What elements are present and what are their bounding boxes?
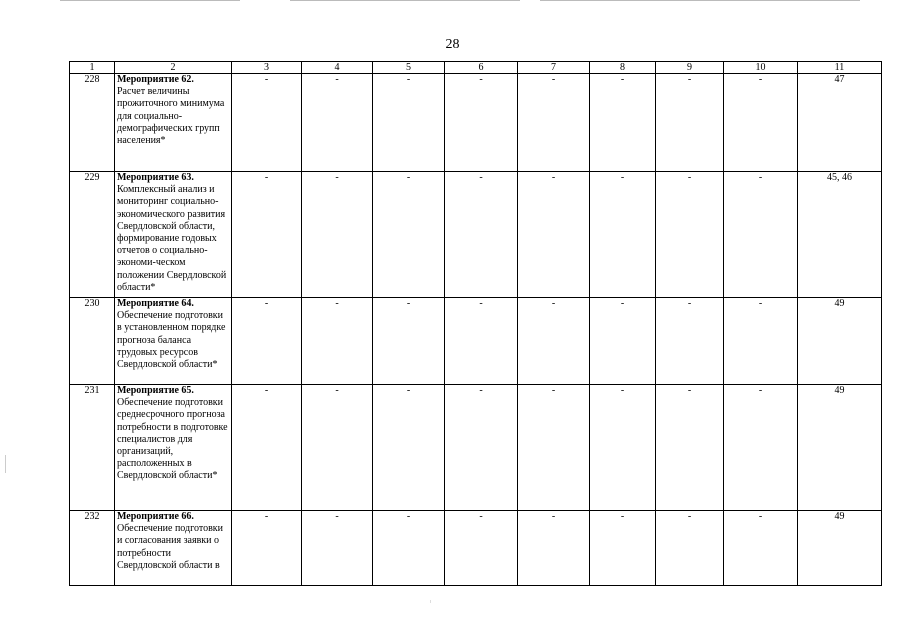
value-cell: - bbox=[445, 172, 518, 298]
reference-cell: 45, 46 bbox=[798, 172, 882, 298]
value-cell: - bbox=[302, 385, 373, 511]
value-cell: - bbox=[724, 511, 798, 586]
header-cell: 2 bbox=[115, 62, 232, 74]
value-cell: - bbox=[656, 74, 724, 172]
value-cell: - bbox=[656, 385, 724, 511]
table-row bbox=[70, 385, 882, 511]
header-cell: 8 bbox=[590, 62, 656, 74]
activity-description: Расчет величины прожиточного минимума для социально-демографических групп населения* bbox=[117, 86, 225, 147]
value-cell: - bbox=[518, 172, 590, 298]
value-cell: - bbox=[518, 385, 590, 511]
value-cell: - bbox=[232, 172, 302, 298]
table-row bbox=[70, 172, 882, 298]
value-cell: - bbox=[445, 74, 518, 172]
activity-cell bbox=[115, 385, 232, 511]
header-cell: 6 bbox=[445, 62, 518, 74]
top-edge-line bbox=[540, 0, 860, 1]
value-cell: - bbox=[724, 298, 798, 385]
value-cell: - bbox=[232, 511, 302, 586]
activity-cell bbox=[115, 74, 232, 172]
header-cell: 3 bbox=[232, 62, 302, 74]
activity-cell bbox=[115, 511, 232, 586]
activity-title: Мероприятие 66. bbox=[117, 511, 194, 522]
value-cell: - bbox=[302, 74, 373, 172]
table-row bbox=[70, 298, 882, 385]
activity-description: Комплексный анализ и мониторинг социально-экономического развития Свердловской области, формирование годовых отчетов о социально-экономи-ческом положении Свердловской области* bbox=[117, 184, 227, 293]
value-cell: - bbox=[445, 385, 518, 511]
header-cell: 1 bbox=[70, 62, 115, 74]
scan-speck bbox=[430, 600, 431, 603]
activity-cell bbox=[115, 172, 232, 298]
top-edge-line bbox=[290, 0, 520, 1]
activity-description: Обеспечение подготовки и согласования заявки о потребности Свердловской области в bbox=[117, 523, 223, 571]
activity-title: Мероприятие 65. bbox=[117, 385, 194, 396]
value-cell: - bbox=[590, 385, 656, 511]
activity-title: Мероприятие 63. bbox=[117, 172, 194, 183]
value-cell: - bbox=[232, 74, 302, 172]
value-cell: - bbox=[445, 511, 518, 586]
header-cell: 4 bbox=[302, 62, 373, 74]
value-cell: - bbox=[590, 511, 656, 586]
header-cell: 7 bbox=[518, 62, 590, 74]
value-cell: - bbox=[302, 511, 373, 586]
value-cell: - bbox=[724, 74, 798, 172]
value-cell: - bbox=[373, 172, 445, 298]
reference-cell: 49 bbox=[798, 298, 882, 385]
value-cell: - bbox=[590, 172, 656, 298]
header-cell: 9 bbox=[656, 62, 724, 74]
value-cell: - bbox=[518, 298, 590, 385]
row-number: 232 bbox=[70, 511, 115, 586]
activity-description: Обеспечение подготовки среднесрочного прогноза потребности в подготовке специалистов для организаций, расположенных в Свердловской области* bbox=[117, 397, 228, 482]
page-number: 28 bbox=[445, 37, 460, 52]
value-cell: - bbox=[232, 385, 302, 511]
activity-cell bbox=[115, 298, 232, 385]
row-number: 228 bbox=[70, 74, 115, 172]
value-cell: - bbox=[724, 385, 798, 511]
top-edge-line bbox=[60, 0, 240, 1]
header-cell: 11 bbox=[798, 62, 882, 74]
table-row bbox=[70, 511, 882, 586]
row-number: 231 bbox=[70, 385, 115, 511]
value-cell: - bbox=[302, 298, 373, 385]
table-row bbox=[70, 74, 882, 172]
left-margin-mark bbox=[5, 455, 6, 473]
value-cell: - bbox=[724, 172, 798, 298]
value-cell: - bbox=[518, 74, 590, 172]
value-cell: - bbox=[373, 511, 445, 586]
reference-cell: 47 bbox=[798, 74, 882, 172]
reference-cell: 49 bbox=[798, 385, 882, 511]
reference-cell: 49 bbox=[798, 511, 882, 586]
row-number: 229 bbox=[70, 172, 115, 298]
row-number: 230 bbox=[70, 298, 115, 385]
value-cell: - bbox=[656, 298, 724, 385]
activities-table bbox=[69, 61, 882, 586]
activity-description: Обеспечение подготовки в установленном порядке прогноза баланса трудовых ресурсов Свердловской области* bbox=[117, 310, 226, 371]
column-number-header bbox=[70, 62, 882, 74]
header-cell: 10 bbox=[724, 62, 798, 74]
value-cell: - bbox=[656, 511, 724, 586]
activity-title: Мероприятие 62. bbox=[117, 74, 194, 85]
value-cell: - bbox=[445, 298, 518, 385]
value-cell: - bbox=[656, 172, 724, 298]
value-cell: - bbox=[373, 385, 445, 511]
value-cell: - bbox=[302, 172, 373, 298]
value-cell: - bbox=[373, 298, 445, 385]
value-cell: - bbox=[232, 298, 302, 385]
value-cell: - bbox=[518, 511, 590, 586]
value-cell: - bbox=[373, 74, 445, 172]
activity-title: Мероприятие 64. bbox=[117, 298, 194, 309]
value-cell: - bbox=[590, 298, 656, 385]
header-cell: 5 bbox=[373, 62, 445, 74]
value-cell: - bbox=[590, 74, 656, 172]
